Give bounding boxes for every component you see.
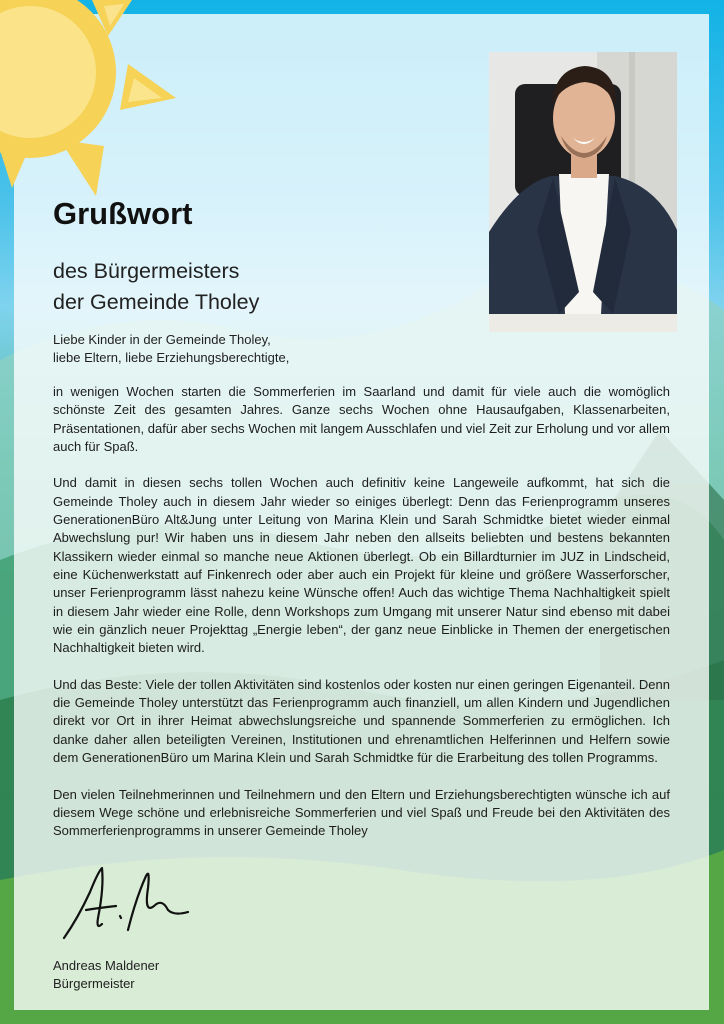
salutation-line: Liebe Kinder in der Gemeinde Tholey, <box>53 332 271 347</box>
subtitle <box>53 256 259 318</box>
body-paragraph: Und das Beste: Viele der tollen Aktivitäten sind kostenlos oder kosten nur einen geringen Eigenanteil. Denn die Gemeinde Tholey unterstützt das Ferienprogramm auch finanziell, um allen Kindern und Jugendlichen direkt vor Ort in ihrer Heimat abwechslungsreiche und spannende Sommerferien zu ermöglichen. Ich danke daher allen beteiligten Vereinen, Institutionen und ehrenamtlichen Helferinnen und Helfern sowie dem GenerationenBüro um Marina Klein und Sarah Schmidtke für die Erarbeitung des tollen Programms. <box>53 676 670 765</box>
salutation <box>53 331 289 367</box>
page-title: Grußwort <box>53 196 193 231</box>
sun-illustration <box>0 0 180 200</box>
salutation-line: liebe Eltern, liebe Erziehungsberechtigte, <box>53 350 290 365</box>
subtitle-line: der Gemeinde Tholey <box>53 290 260 314</box>
signer-role: Bürgermeister <box>53 976 135 991</box>
body-paragraph: Und damit in diesen sechs tollen Wochen auch definitiv keine Langeweile aufkommt, hat sich die Gemeinde Tholey auch in diesem Jahr wieder so einiges überlegt: Denn das Ferienprogramm unseres GenerationenBüro Alt&Jung unter Leitung von Marina Klein und Sarah Schmidtke bietet wieder einmal Abwechslung pur! Wir haben uns in diesem Jahr neben den allseits beliebten und bestens bekannten Klassikern wieder einmal so manche neue Aktionen überlegt. Ob ein Billardturnier im JUZ in Lindscheid, eine Küchenwerkstatt auf Finkenrech oder aber auch ein Projekt für kleine und größere Wasserforscher, unser Ferienprogramm lässt nahezu keine Wünsche offen! Auch das wichtige Thema Nachhaltigkeit spielt in diesem Jahr wieder eine Rolle, denn Workshops zum Umgang mit unserer Natur sind ebenso mit dabei wie ein gänzlich neuer Projekttag „Energie leben“, der ganz neue Einblicke in Themen der energetischen Nachhaltigkeit bieten wird. <box>53 475 670 656</box>
subtitle-line: des Bürgermeisters <box>53 259 240 283</box>
mayor-portrait-photo <box>489 52 677 332</box>
signer-block <box>53 957 159 993</box>
body-paragraph: Den vielen Teilnehmerinnen und Teilnehmern und den Eltern und Erziehungsberechtigten wünsche ich auf diesem Wege schöne und erlebnisreiche Sommerferien und viel Spaß und Freude bei den Aktivitäten des Sommerferienprogramms in unserer Gemeinde Tholey <box>53 786 670 839</box>
signer-name: Andreas Maldener <box>53 958 160 973</box>
body-paragraph: in wenigen Wochen starten die Sommerferien im Saarland und damit für viele auch die womöglich schönste Zeit des gesamten Jahres. Ganze sechs Wochen ohne Hausaufgaben, Klassenarbeiten, Präsentationen, dafür aber sechs Wochen mit langem Ausschlafen und viel Zeit zur Erholung und vor allem auch für Spaß. <box>53 384 670 454</box>
letter-body <box>53 383 670 859</box>
handwritten-signature <box>58 858 198 948</box>
